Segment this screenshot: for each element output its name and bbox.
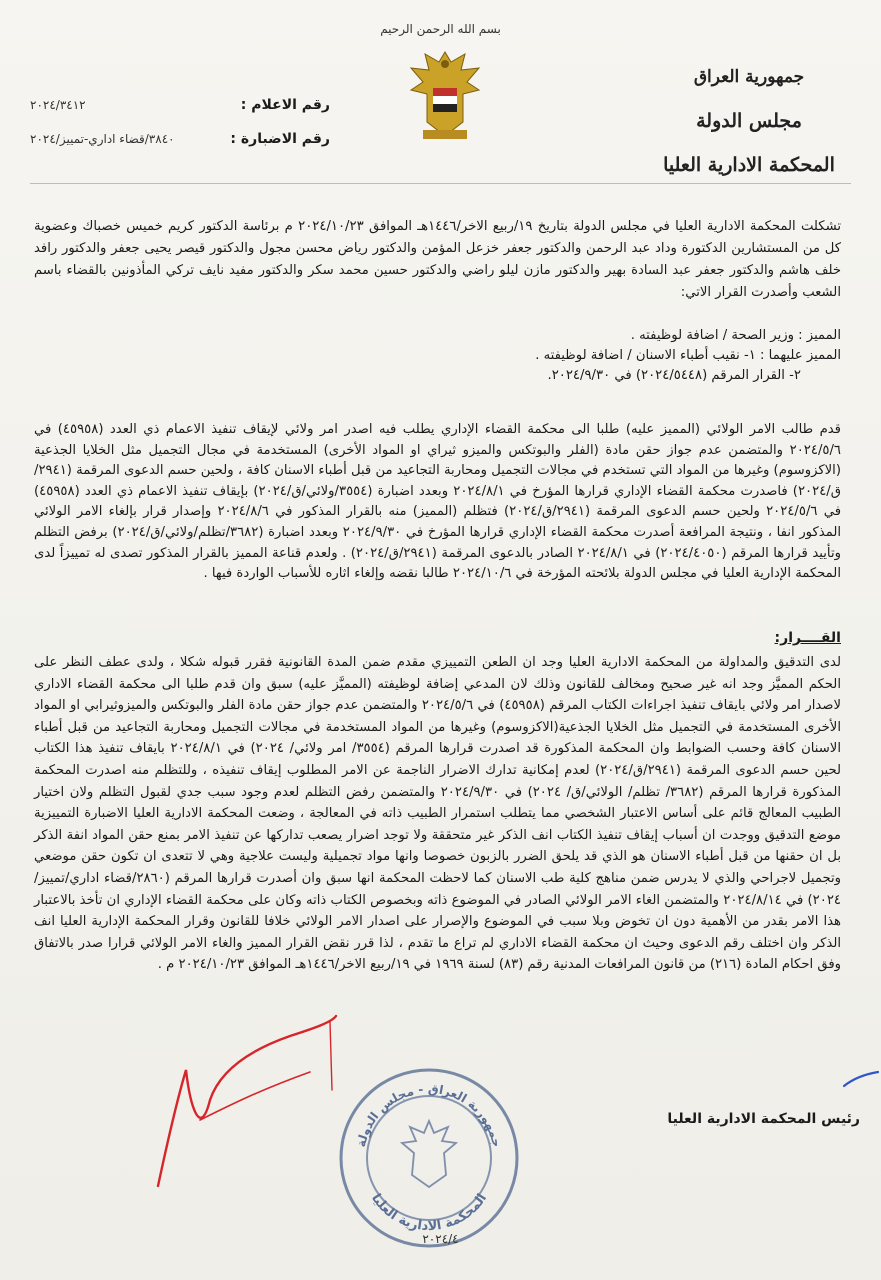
council-title: مجلس الدولة — [696, 110, 802, 132]
svg-text:جمهورية العراق - مجلس الدولة — [354, 1082, 504, 1149]
file-number-label: رقم الاضبارة : — [230, 131, 330, 147]
notice-number-row — [30, 88, 330, 122]
court-title: المحكمة الادارية العليا — [663, 154, 835, 176]
stamp-bottom-text: المحكمة الادارية العليا — [367, 1191, 491, 1235]
blue-pen-mark-icon — [840, 1070, 880, 1090]
header-institution — [649, 55, 849, 187]
iraq-eagle-emblem-icon — [405, 44, 485, 144]
republic-title: جمهورية العراق — [693, 67, 805, 87]
appellant-line: المميز : وزير الصحة / اضافة لوظيفته . — [630, 328, 841, 343]
footer-date: ٢٠٢٤/٤ — [422, 1232, 459, 1246]
respondent-line-2: ٢- القرار المرقم (٢٠٢٤/٥٤٤٨) في ٢٠٢٤/٩/٣٠. — [547, 368, 801, 383]
file-number-row — [30, 122, 330, 156]
header-divider — [30, 183, 851, 184]
court-formation-paragraph: تشكلت المحكمة الادارية العليا في مجلس الدولة بتاريخ ١٩/ربيع الاخر/١٤٤٦هـ الموافق ٢٠٢٤/١٠/٢٣ م برئاسة الدكتور كريم خميس خصباك وعضوية كل من المستشارين الدكتورة وداد عبد الرحمن والدكتور جعفر خزعل المؤمن والدكتور رياض محسن مجول والدكتور قيصر يحيى جعفر والدكتور رافد خلف هاشم والدكتور جعفر عبد السادة بهير والدكتور مازن ليلو راضي والدكتور حسين محمد سكر والدكتور مفيد نايف تركي المأذونين بالقضاء باسم الشعب وأصدرت القرار الاتي: — [34, 219, 842, 300]
notice-number-value: ٢٠٢٤/٣٤١٢ — [30, 98, 86, 112]
respondent-line-1: المميز عليهما : ١- نقيب أطباء الاسنان / اضافة لوظيفته . — [535, 348, 841, 363]
case-facts-paragraph: قدم طالب الامر الولائي (المميز عليه) طلبا الى محكمة القضاء الإداري يطلب فيه اصدر امر ولائي لإيقاف تنفيذ الاعمام ذي العدد (٤٥٩٥٨) في ٢٠٢٤/٥/٦ والمتضمن عدم جواز حقن مادة (الفلر والبوتكس والميزو ثيراي او المواد الأخرى) المستخدمة في مجال التجميل مثل الخلايا الجذعية (الاكزوسوم) وغيرها من المواد التي تستخدم في مجالات التجميل ومحاربة التجاعيد من قبل أطباء الاسنان كافة ، ولحين حسم الدعوى المرقمة (٢٩٤١/ق/٢٠٢٤) فاصدرت محكمة القضاء الإداري قرارها المؤرخ في ٢٠٢٤/٨/١ وبعدد اضبارة (٣٥٥٤/ولائي/ق/٢٠٢٤) بإيقاف تنفيذ الاعمام ذي العدد (٤٥٩٥٨) في ٢٠٢٤/٥/٦ ولحين حسم الدعوى المرقمة (٢٩٤١/ق/٢٠٢٤) فتظلم (المميز) منه بالقرار المذكور في ٢٠٢٤/٨/٦ وإصدار قرار بإلغاء الامر الولائي المذكور انفا ، ونتيجة المرافعة أصدرت محكمة القضاء الإداري قرارها المؤرخ في ٢٠٢٤/٩/٣٠ وبعدد اضبارة (٣٦٨٢/تظلم/ولائي/ق/٢٠٢٤) برفض التظلم وتأييد قرارها المرقم (٢٠٢٤/٤٠٥٠) في ٢٠٢٤/٨/١ الصادر بالدعوى المرقمة (٢٩٤١/ق/٢٠٢٤) . ولعدم قناعة المميز بالقرار المذكور تصدى له تمييزاً لدى المحكمة الإدارية العليا في مجلس الدولة بلائحته المؤرخة في ٢٠٢٤/١٠/٦ طالبا نقضه وإلغاء اثاره للأسباب الواردة فيها . — [34, 422, 842, 582]
basmala: بسم الله الرحمن الرحيم — [380, 22, 501, 36]
svg-text:المحكمة الادارية العليا — [368, 1191, 490, 1234]
parties-block — [34, 326, 841, 386]
signer-title: رئيس المحكمة الادارية العليا — [667, 1111, 860, 1127]
file-number-value: ٣٨٤٠/قضاء اداري-تمييز/٢٠٢٤ — [30, 132, 175, 146]
handwritten-signature-icon — [140, 1010, 340, 1190]
notice-number-label: رقم الاعلام : — [240, 97, 330, 113]
header-reference-numbers — [30, 88, 330, 156]
decision-heading: القــــرار: — [774, 630, 841, 646]
court-seal-stamp-icon — [334, 1063, 524, 1253]
decision-paragraph: لدى التدقيق والمداولة من المحكمة الادارية العليا وجد ان الطعن التمييزي مقدم ضمن المدة القانونية فقرر قبوله شكلا ، ولدى عطف النظر على الحكم المميَّز وجد انه غير صحيح ومخالف للقانون وذلك لان المدعي إضافة لوظيفته (المميَّز عليه) سبق وان قدم طلبا الى محكمة القضاء الاداري لاصدار امر ولائي بايقاف تنفيذ اجراءات الكتاب المرقم (٤٥٩٥٨) في ٢٠٢٤/٥/٦ والمتضمن عدم جواز حقن مادة الفلر والبوتكس والميزوثيرابي او المواد الأخرى المستخدمة في التجميل مثل الخلايا الجذعية(الاكزوسوم) وغيرها من المواد المستخدمة في مجالات التجميل ومحاربة التجاعيد من قبل أطباء الاسنان كافة وحسب الضوابط وان المحكمة المذكورة قد اصدرت قرارها المرقم (٣٥٥٤/ امر ولائي/ ٢٠٢٤) في ٢٠٢٤/٨/١ بايقاف تنفيذ هذا الكتاب لحين حسم الدعوى المرقمة (٢٩٤١/ق/٢٠٢٤) لعدم إمكانية تدارك الاضرار الناجمة عن الامر المطلوب إيقاف تنفيذه ، وللتظلم منه اصدرت المحكمة المذكورة قرارها المرقم (٣٦٨٢/ تظلم/ الولائي/ق/ ٢٠٢٤) في ٢٠٢٤/٩/٣٠ والمتضمن رفض التظلم لعدم وجود سبب جدي لقبول التظلم ولان اختيار الطبيب المعالج قائم على أساس الاعتبار الشخصي مما يتطلب استمرار الطبيب ذاته في المعالجة ، وضعت المحكمة الادارية العليا الاضبارة التمييزية موضع التدقيق ووجدت ان أسباب إيقاف تنفيذ الكتاب انف الذكر غير متحققة ولا توجد اضرار يصعب تداركها عن تنفيذ الامر بمنع حقن المواد انفة الذكر بل ان حقنها من قبل أطباء الاسنان هو الذي قد يلحق الضرر بالزبون خصوصا وانها مواد تجميلية وليست علاجية وهي لا تتعدى ان تكون حقن موضعي وتجميل لاجراحي والذي لا يدرس ضمن مناهج كلية طب الاسنان كما لاحظت المحكمة انها سبق وان أصدرت قرارها المرقم (٢٨٦٠/قضاء اداري/تمييز/٢٠٢٤) في ٢٠٢٤/٨/١٤ والمتضمن الغاء الامر الولائي الصادر في الموضوع ذاته وبخصوص الكتاب ذاته وكان على محكمة القضاء الإداري ان تأخذ بالاعتبار هذا الامر بقدر من الأهمية دون ان تخوض وبلا سبب في الموضوع والإصرار على اصدار الامر الولائي خلافا للقانون وقرار المحكمة الإدارية العليا انف الذكر وان اختلف رقم الدعوى وحيث ان محكمة القضاء الاداري لم تراع ما تقدم ، لذا قرر نقض القرار المميز والغاء الامر الولائي قرارا صدر بالاتفاق وفق احكام المادة (٢١٦) من قانون المرافعات المدنية رقم (٨٣) لسنة ١٩٦٩ في ١٩/ربيع الاخر/١٤٤٦هـ الموافق ٢٠٢٤/١٠/٢٣ م . — [34, 655, 842, 973]
stamp-top-text: جمهورية العراق - مجلس الدولة — [353, 1081, 505, 1149]
